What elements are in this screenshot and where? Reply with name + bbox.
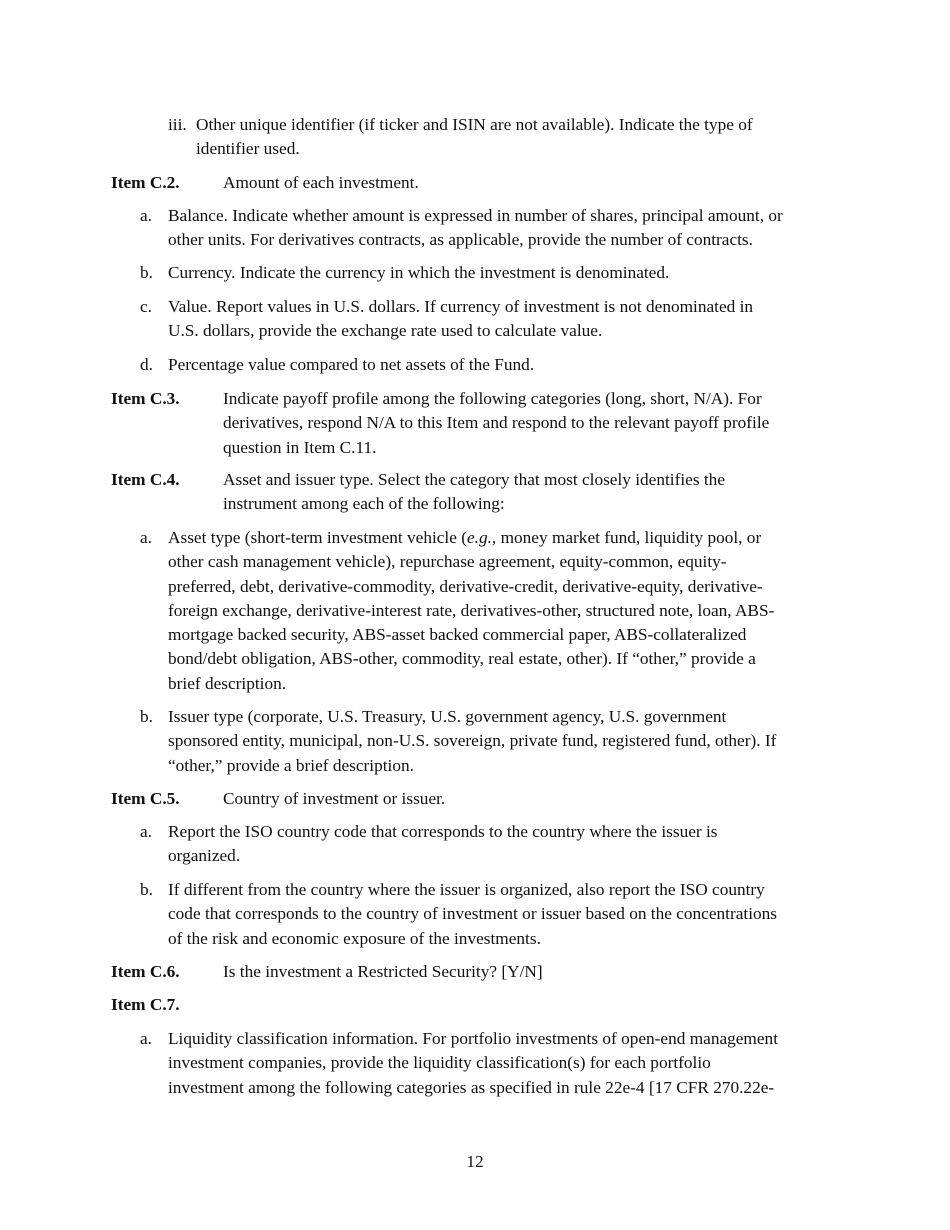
item-description: Amount of each investment. — [223, 173, 419, 192]
item-label: Item C.3. — [111, 389, 180, 408]
list-numeral: iii. — [168, 115, 187, 134]
item-label: Item C.7. — [111, 995, 180, 1014]
item-label: Item C.4. — [111, 470, 180, 489]
item-description: Is the investment a Restricted Security? [Y/N] — [223, 962, 543, 981]
item-description: Asset and issuer type. Select the category that most closely identifies the instrument among each of the following: — [223, 470, 725, 514]
item-description: Country of investment or issuer. — [223, 789, 446, 808]
item-description: Indicate payoff profile among the following categories (long, short, N/A). For derivatives, respond N/A to this Item and respond to the relevant payoff profile question in Item C.11. — [223, 389, 770, 457]
item-label: Item C.5. — [111, 789, 180, 808]
document-page: iii. Other unique identifier (if ticker and ISIN are not available). Indicate the type of identifier used. Item C.2. Amount of each investment. a. Balance. Indicate whether amount is expressed in number of shares, principal amount, or other units. For derivatives contracts, as applicable, provide the number of contracts. b. Currency. Indicate the currency in which the investment is denominated. c. Value. Report values in U.S. dollars. If currency of investment is not denominated in U.S. dollars, provide the exchange rate used to calculate value. d. Percentage value compared to net assets of the Fund. Item C.3. Indicate payoff profile among the following categories (long, short, N/A). For derivatives, respond N/A to this Item and respond to the relevant payoff profile question in Item C.11. Item C.4. Asset and issuer type. Select the category that most closely identifies the instrument among each of the following: a. Asset type (short-term investment vehicle (e.g., money market fund, liquidity pool, or other cash management vehicle), repurchase agreement, equity-common, equity- preferred, debt, derivative-commodity, derivative-credit, derivative-equity, derivative- foreign exchange, derivative-interest rate, derivatives-other, structured note, loan, ABS- mortgage backed security, ABS-asset backed commercial paper, ABS-collateralized bond/debt obligation, ABS-other, commodity, real estate, other). If “other,” provide a brief description. b. Issuer type (corporate, U.S. Treasury, U.S. government agency, U.S. government sponsored entity, municipal, non-U.S. sovereign, private fund, registered fund, other). If “other,” provide a brief description. Item C.5. Country of investment or issuer. a. Report the ISO country code that corresponds to the country where the issuer is organized. b. If different from the country where the issuer is organized, also report the ISO country code that corresponds to the country of investment or issuer based on the concentrations of the risk and economic exposure of the investments. Item C.6. Is the investment a Restricted Security? [Y/N] Item C.7. a. Liquidity classification information. For portfolio investments of open-end management investment companies, provide the liquidity classification(s) for each portfolio investment among the following categories as specified in rule 22e-4 [17 CFR 270.22e- 12 — [0, 0, 950, 1230]
list-item-text: Other unique identifier (if ticker and ISIN are not available). Indicate the type of identifier used. — [196, 115, 753, 159]
item-label: Item C.2. — [111, 173, 180, 192]
page-number: 12 — [466, 1152, 484, 1171]
item-label: Item C.6. — [111, 962, 180, 981]
